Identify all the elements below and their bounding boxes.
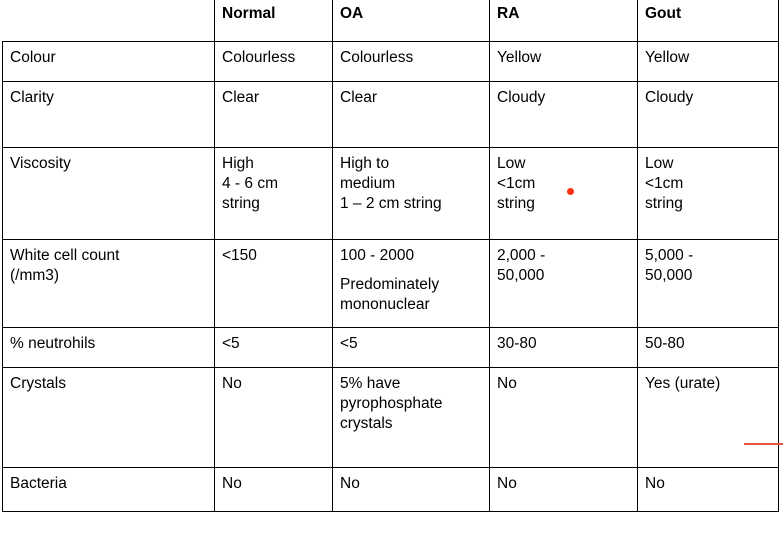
cell-bacteria-gout (638, 468, 779, 512)
cell-line: High to (340, 155, 390, 172)
cell-line: Yes (urate) (645, 375, 721, 392)
cell-clarity-gout (638, 82, 779, 148)
cell-line: 50-80 (645, 335, 685, 352)
cell-clarity-ra (490, 82, 638, 148)
cell-clarity-normal (215, 82, 333, 148)
cell-line: 4 - 6 cm (222, 174, 278, 192)
synovial-fluid-table (2, 0, 779, 512)
cell-line: <1cm (497, 174, 536, 192)
table-row (3, 240, 779, 328)
cell-viscosity-normal (215, 148, 333, 240)
row-label-colour: Colour (3, 42, 215, 82)
cell-neutrophils-ra (490, 328, 638, 368)
cell-line: Yellow (645, 49, 690, 66)
cell-line: Colourless (340, 49, 414, 66)
cell-line: 5% have (340, 375, 401, 392)
cell-line: <5 (222, 335, 240, 352)
cell-line: medium (340, 174, 396, 192)
cell-line: No (222, 375, 242, 392)
header-cell-ra: RA (490, 0, 638, 42)
cell-wcc-gout (638, 240, 779, 328)
cell-crystals-gout (638, 368, 779, 468)
pointer-line-annotation (744, 443, 783, 445)
cell-crystals-oa (333, 368, 490, 468)
row-label-crystals: Crystals (3, 368, 215, 468)
cell-viscosity-ra (490, 148, 638, 240)
cell-bacteria-ra (490, 468, 638, 512)
cell-wcc-oa (333, 240, 490, 328)
cell-wcc-ra (490, 240, 638, 328)
cell-clarity-oa (333, 82, 490, 148)
cell-colour-oa (333, 42, 490, 82)
cell-line: mononuclear (340, 295, 430, 313)
cell-line: 50,000 (497, 266, 545, 284)
cell-line: No (222, 475, 242, 492)
cell-line: 1 – 2 cm string (340, 194, 442, 212)
cell-colour-gout (638, 42, 779, 82)
cell-line: No (497, 475, 517, 492)
cell-line: Clear (340, 89, 378, 106)
cell-line: Low (645, 155, 674, 172)
cell-line: <1cm (645, 174, 684, 192)
cell-bacteria-oa (333, 468, 490, 512)
cell-neutrophils-gout (638, 328, 779, 368)
cell-line: Cloudy (497, 89, 546, 106)
cell-spacer (340, 266, 482, 275)
table-header-row (3, 0, 779, 42)
cell-line: No (497, 375, 517, 392)
row-label-clarity: Clarity (3, 82, 215, 148)
cell-viscosity-gout (638, 148, 779, 240)
cell-neutrophils-oa (333, 328, 490, 368)
cell-colour-ra (490, 42, 638, 82)
table-row (3, 148, 779, 240)
header-cell-gout: Gout (638, 0, 779, 42)
cell-line: No (340, 475, 360, 492)
row-label-viscosity: Viscosity (3, 148, 215, 240)
cell-colour-normal (215, 42, 333, 82)
cell-crystals-ra (490, 368, 638, 468)
cell-neutrophils-normal (215, 328, 333, 368)
table-row (3, 42, 779, 82)
cell-line: Clear (222, 89, 260, 106)
row-label-neutrophils: % neutrohils (3, 328, 215, 368)
cell-line: pyrophosphate (340, 394, 443, 412)
header-cell-blank (3, 0, 215, 42)
cell-line: Yellow (497, 49, 542, 66)
cell-line: White cell count (10, 247, 120, 264)
cell-line: Colourless (222, 49, 296, 66)
cell-line: 5,000 - (645, 247, 694, 264)
cell-bacteria-normal (215, 468, 333, 512)
cell-line: 30-80 (497, 335, 537, 352)
cell-line: Cloudy (645, 89, 694, 106)
cell-crystals-normal (215, 368, 333, 468)
cell-line: string (222, 194, 260, 212)
cell-line: string (497, 194, 535, 212)
cell-viscosity-oa (333, 148, 490, 240)
cell-line: No (645, 475, 665, 492)
table-row (3, 468, 779, 512)
table-row (3, 328, 779, 368)
row-label-white-cell-count (3, 240, 215, 328)
cell-line: Low (497, 155, 526, 172)
cursor-dot-marker (567, 188, 574, 195)
row-label-bacteria: Bacteria (3, 468, 215, 512)
cell-line: 2,000 - (497, 247, 546, 264)
cell-line: crystals (340, 414, 393, 432)
cell-line: (/mm3) (10, 266, 60, 284)
cell-line: 50,000 (645, 266, 693, 284)
cell-line: 100 - 2000 (340, 247, 415, 264)
table-row (3, 82, 779, 148)
cell-line: string (645, 194, 683, 212)
cell-line: Predominately (340, 275, 440, 293)
cell-wcc-normal (215, 240, 333, 328)
cell-line: High (222, 155, 254, 172)
header-cell-normal: Normal (215, 0, 333, 42)
table-row (3, 368, 779, 468)
cell-line: <5 (340, 335, 358, 352)
header-cell-oa: OA (333, 0, 490, 42)
cell-line: <150 (222, 247, 257, 264)
